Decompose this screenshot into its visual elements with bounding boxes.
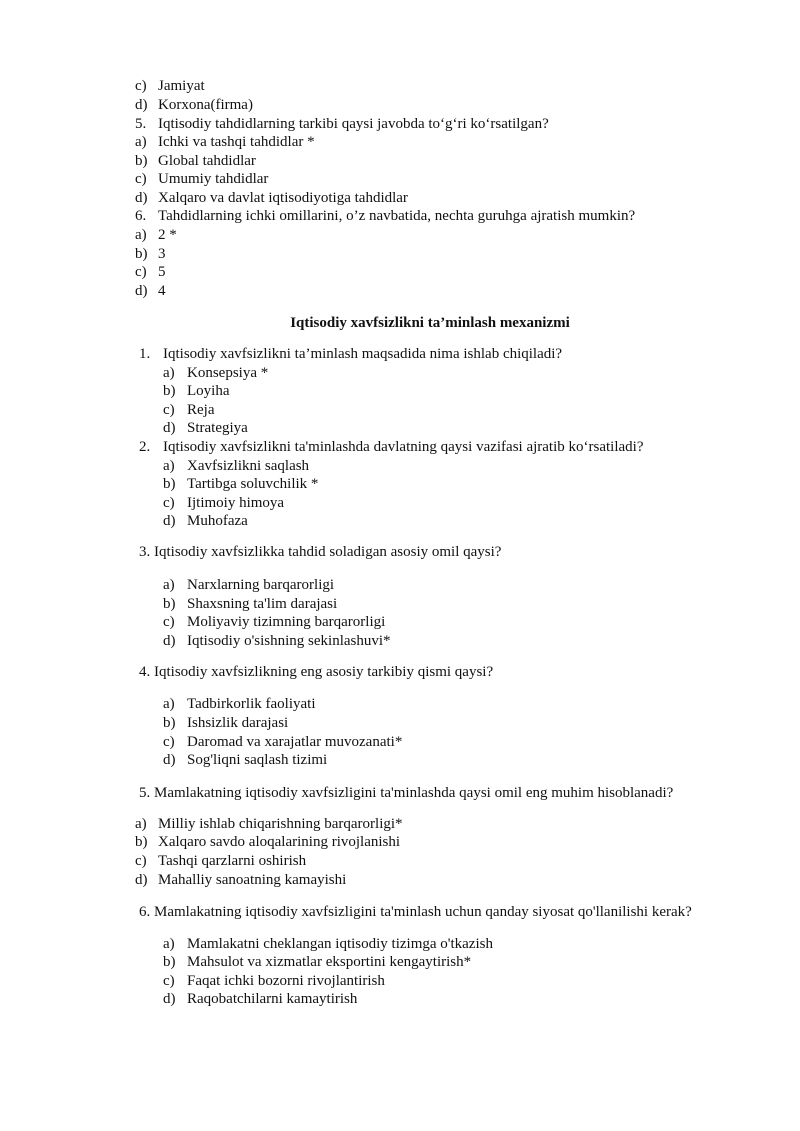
item-text: 4 (158, 283, 166, 299)
item-marker: d) (135, 190, 148, 206)
option-marker: c) (163, 973, 175, 989)
option-text: Strategiya (187, 420, 248, 436)
question-text: 6. Mamlakatning iqtisodiy xavfsizligini ta'minlash uchun qanday siyosat qo'llanilishi kerak? (139, 904, 692, 920)
option-text: Tartibga soluvchilik * (187, 476, 319, 492)
item-marker: c) (135, 78, 147, 94)
question-text: Iqtisodiy xavfsizlikni ta'minlashda davlatning qaysi vazifasi ajratib ko‘rsatiladi? (163, 439, 644, 455)
item-text: Xalqaro va davlat iqtisodiyotiga tahdidlar (158, 190, 408, 206)
question-3 (139, 543, 501, 561)
option-text: Xalqaro savdo aloqalarining rivojlanishi (158, 834, 401, 850)
option-marker: b) (163, 476, 176, 492)
question-number: 2. (139, 439, 151, 455)
item-text: Umumiy tahdidlar (158, 171, 269, 187)
option-text: Faqat ichki bozorni rivojlantirish (187, 973, 385, 989)
option-text: Tashqi qarzlarni oshirish (158, 853, 307, 869)
option-text: Iqtisodiy o'sishning sekinlashuvi* (187, 633, 391, 649)
option-marker: b) (163, 715, 176, 731)
option-text: Mahalliy sanoatning kamayishi (158, 872, 347, 888)
option-marker: a) (135, 816, 147, 832)
item-marker: c) (135, 264, 147, 280)
question-text: 3. Iqtisodiy xavfsizlikka tahdid soladigan asosiy omil qaysi? (139, 544, 502, 560)
option-text: Narxlarning barqarorligi (187, 577, 335, 593)
option-marker: b) (163, 383, 176, 399)
option-marker: d) (135, 872, 148, 888)
option-text: Raqobatchilarni kamaytirish (187, 991, 358, 1007)
option-text: Loyiha (187, 383, 230, 399)
option-marker: d) (163, 420, 176, 436)
option-text: Xavfsizlikni saqlash (187, 458, 310, 474)
option-marker: a) (163, 577, 175, 593)
item-marker: d) (135, 97, 148, 113)
option-text: Mamlakatni cheklangan iqtisodiy tizimga o'tkazish (187, 936, 493, 952)
option-marker: c) (135, 853, 147, 869)
option-marker: c) (163, 734, 175, 750)
option-text: Konsepsiya * (187, 365, 269, 381)
item-marker: a) (135, 134, 147, 150)
item-marker: b) (135, 153, 148, 169)
question-5 (139, 784, 673, 802)
option-marker: b) (163, 954, 176, 970)
option-text: Milliy ishlab chiqarishning barqarorligi* (158, 816, 403, 832)
item-text: Jamiyat (158, 78, 205, 94)
item-marker: c) (135, 171, 147, 187)
item-marker: a) (135, 227, 147, 243)
option-marker: c) (163, 402, 175, 418)
question-text: 4. Iqtisodiy xavfsizlikning eng asosiy tarkibiy qismi qaysi? (139, 664, 494, 680)
item-text: Tahdidlarning ichki omillarini, o’z navbatida, nechta guruhga ajratish mumkin? (158, 208, 636, 224)
option-marker: a) (163, 696, 175, 712)
question-text: 5. Mamlakatning iqtisodiy xavfsizligini ta'minlashda qaysi omil eng muhim hisoblanadi? (139, 785, 674, 801)
option-text: Daromad va xarajatlar muvozanati* (187, 734, 403, 750)
option-marker: c) (163, 614, 175, 630)
item-text: Ichki va tashqi tahdidlar * (158, 134, 315, 150)
item-text: 3 (158, 246, 166, 262)
option-marker: a) (163, 936, 175, 952)
option-text: Ishsizlik darajasi (187, 715, 289, 731)
option-marker: a) (163, 365, 175, 381)
option-marker: d) (163, 513, 176, 529)
option-marker: d) (163, 633, 176, 649)
item-text: Iqtisodiy tahdidlarning tarkibi qaysi javobda to‘g‘ri ko‘rsatilgan? (158, 116, 549, 132)
option-text: Sog'liqni saqlash tizimi (187, 752, 328, 768)
option-text: Reja (187, 402, 215, 418)
option-text: Tadbirkorlik faoliyati (187, 696, 316, 712)
question-6 (139, 903, 692, 921)
option-text: Muhofaza (187, 513, 248, 529)
item-marker: b) (135, 246, 148, 262)
option-marker: b) (163, 596, 176, 612)
option-text: Mahsulot va xizmatlar eksportini kengaytirish* (187, 954, 472, 970)
question-4 (139, 663, 493, 681)
option-text: Ijtimoiy himoya (187, 495, 285, 511)
item-marker: d) (135, 283, 148, 299)
item-text: 2 * (158, 227, 177, 243)
item-text: 5 (158, 264, 166, 280)
question-text: Iqtisodiy xavfsizlikni ta’minlash maqsadida nima ishlab chiqiladi? (163, 346, 563, 362)
option-text: Moliyaviy tizimning barqarorligi (187, 614, 386, 630)
option-marker: d) (163, 991, 176, 1007)
item-marker: 5. (135, 116, 147, 132)
item-text: Global tahdidlar (158, 153, 256, 169)
option-marker: b) (135, 834, 148, 850)
option-text: Shaxsning ta'lim darajasi (187, 596, 338, 612)
item-marker: 6. (135, 208, 147, 224)
section-title: Iqtisodiy xavfsizlikni ta’minlash mexanizmi (290, 315, 570, 331)
item-text: Korxona(firma) (158, 97, 253, 113)
option-marker: c) (163, 495, 175, 511)
option-marker: a) (163, 458, 175, 474)
question-number: 1. (139, 346, 151, 362)
option-marker: d) (163, 752, 176, 768)
